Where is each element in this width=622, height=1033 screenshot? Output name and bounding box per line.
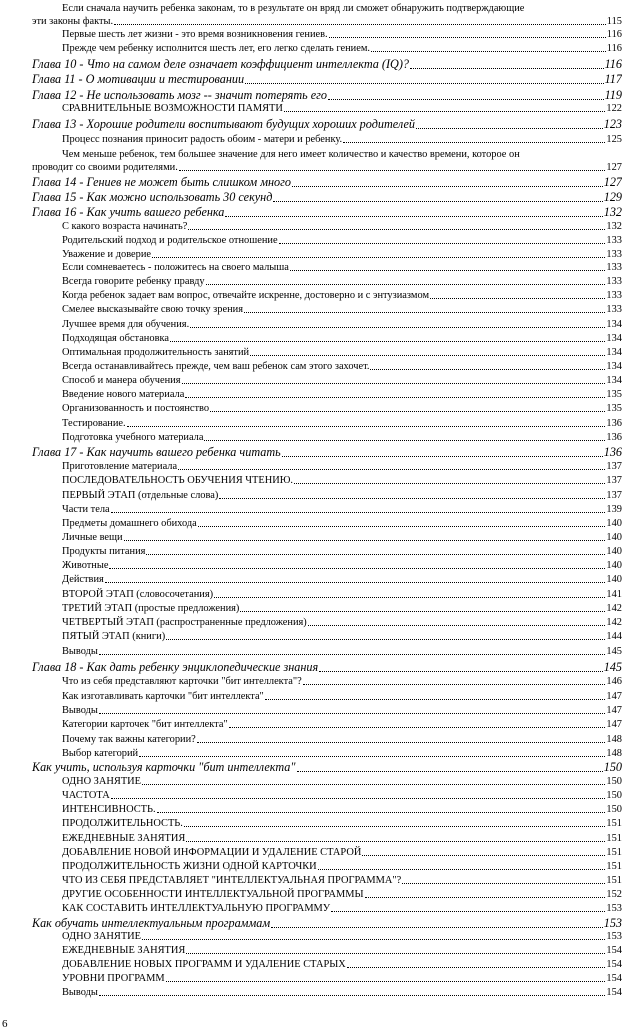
toc-entry-title: Глава 15 - Как можно использовать 30 секунд (32, 190, 273, 204)
toc-entry-page: 129 (603, 190, 622, 204)
toc-entry[interactable] (62, 261, 622, 274)
toc-entry-title: Выводы (62, 705, 98, 716)
dot-leader (370, 368, 605, 370)
toc-entry-title: ТРЕТИЙ ЭТАП (простые предложения) (62, 603, 240, 614)
toc-entry-page: 117 (604, 72, 622, 86)
toc-entry-page: 137 (606, 461, 622, 472)
dot-leader (402, 882, 605, 884)
dot-leader (297, 770, 603, 772)
toc-entry-title: Глава 13 - Хорошие родители воспитывают будущих хороших родителей (32, 117, 415, 131)
toc-entry-page: 152 (606, 889, 622, 900)
toc-entry-page: 136 (606, 432, 622, 443)
toc-chapter[interactable] (32, 445, 622, 460)
toc-entry-title: ЧТО ИЗ СЕБЯ ПРЕДСТАВЛЯЕТ "ИНТЕЛЛЕКТУАЛЬНАЯ ПРОГРАММА"? (62, 875, 402, 886)
dot-leader (204, 439, 605, 441)
dot-leader (178, 468, 605, 470)
toc-entry-page: 150 (606, 790, 622, 801)
toc-entry[interactable] (62, 630, 622, 643)
toc-entry-page: 136 (606, 418, 622, 429)
dot-leader (99, 712, 605, 714)
dot-leader (166, 980, 606, 982)
toc-entry-title: ПРОДОЛЖИТЕЛЬНОСТЬ ЖИЗНИ ОДНОЙ КАРТОЧКИ (62, 861, 317, 872)
toc-entry[interactable] (62, 234, 622, 247)
toc-entry-page: 137 (606, 490, 622, 501)
toc-entry-title: эти законы факты. (32, 16, 114, 27)
dot-leader (105, 581, 606, 583)
toc-entry-title: ПОСЛЕДОВАТЕЛЬНОСТЬ ОБУЧЕНИЯ ЧТЕНИЮ. (62, 475, 294, 486)
dot-leader (170, 340, 605, 342)
toc-entry[interactable] (62, 972, 622, 985)
toc-entry[interactable] (62, 775, 622, 788)
toc-entry-title: Выводы (62, 646, 98, 657)
toc-entry-title: ДОБАВЛЕНИЕ НОВЫХ ПРОГРАММ И УДАЛЕНИЕ СТАРЫХ (62, 959, 346, 970)
toc-entry-page: 154 (606, 945, 622, 956)
toc-entry-page: 142 (606, 617, 622, 628)
toc-chapter[interactable] (32, 916, 622, 931)
toc-entry-page: 134 (606, 375, 622, 386)
toc-entry-page: 116 (606, 43, 622, 54)
dot-leader (179, 169, 606, 171)
dot-leader (365, 896, 606, 898)
dot-leader (362, 854, 605, 856)
toc-entry-title: Глава 16 - Как учить вашего ребенка (32, 205, 225, 219)
toc-entry[interactable] (62, 616, 622, 629)
dot-leader (206, 283, 606, 285)
toc-entry-page: 140 (606, 518, 622, 529)
toc-entry-page: 140 (606, 532, 622, 543)
toc-entry-page: 150 (606, 804, 622, 815)
dot-leader (152, 256, 605, 258)
toc-entry-page: 132 (603, 205, 622, 219)
toc-entry-title: ПЕРВЫЙ ЭТАП (отдельные слова) (62, 490, 219, 501)
toc-entry[interactable] (62, 832, 622, 845)
toc-chapter[interactable] (32, 660, 622, 675)
toc-entry[interactable] (62, 559, 622, 572)
toc-entry-title: Тестирование. (62, 418, 126, 429)
toc-entry[interactable] (32, 161, 622, 174)
toc-entry-title: Первые шесть лет жизни - это время возникновения гениев. (62, 29, 328, 40)
toc-entry[interactable] (62, 402, 622, 415)
dot-leader (245, 82, 604, 84)
toc-entry-page: 153 (606, 903, 622, 914)
toc-entry[interactable] (62, 675, 622, 688)
dot-leader (182, 382, 606, 384)
toc-entry-title: С какого возраста начинать? (62, 221, 188, 232)
toc-entry-title: Если сомневаетесь - положитесь на своего малыша (62, 262, 289, 273)
toc-entry-title: ПРОДОЛЖИТЕЛЬНОСТЬ. (62, 818, 183, 829)
dot-leader (127, 425, 606, 427)
dot-leader (229, 726, 606, 728)
toc-entry[interactable] (62, 817, 622, 830)
toc-entry-title: Предметы домашнего обихода (62, 518, 197, 529)
dot-leader (240, 610, 605, 612)
toc-entry-title: ВТОРОЙ ЭТАП (словосочетания) (62, 589, 214, 600)
toc-entry[interactable] (62, 888, 622, 901)
toc-entry[interactable] (62, 303, 622, 316)
toc-entry[interactable] (62, 42, 622, 55)
toc-entry-title: Родительский подход и родительское отношение (62, 235, 278, 246)
toc-entry-title: Подходящая обстановка (62, 333, 169, 344)
toc-entry-page: 134 (606, 319, 622, 330)
toc-entry-title: Введение нового материала (62, 389, 185, 400)
dot-leader (185, 396, 605, 398)
toc-entry-title: Глава 12 - Не использовать мозг -- значит потерять его (32, 88, 327, 102)
toc-entry-title: Глава 17 - Как научить вашего ребенка читать (32, 445, 281, 459)
toc-entry-page: 127 (603, 175, 622, 189)
toc-entry-title: ИНТЕНСИВНОСТЬ. (62, 804, 156, 815)
dot-leader (114, 23, 606, 25)
dot-leader (273, 200, 602, 202)
toc-entry-title: Когда ребенок задает вам вопрос, отвечайте искренне, достоверно и с энтузиазмом (62, 290, 430, 301)
toc-entry[interactable] (62, 248, 622, 261)
toc-entry[interactable] (62, 374, 622, 387)
dot-leader (250, 354, 605, 356)
toc-entry[interactable] (32, 15, 622, 28)
toc-entry-title: Процесс познания приносит радость обоим - матери и ребенку. (62, 134, 343, 145)
toc-entry[interactable] (62, 602, 622, 615)
toc-entry-title: ЕЖЕДНЕВНЫЕ ЗАНЯТИЯ (62, 833, 186, 844)
toc-entry-title: Глава 18 - Как дать ребенку энциклопедические знания (32, 660, 319, 674)
toc-entry[interactable] (62, 944, 622, 957)
dot-leader (142, 938, 605, 940)
toc-entry[interactable] (62, 360, 622, 373)
toc-entry-page: 142 (606, 603, 622, 614)
toc-entry-title: ОДНО ЗАНЯТИЕ (62, 776, 142, 787)
toc-entry[interactable] (62, 388, 622, 401)
dot-leader (282, 455, 603, 457)
toc-entry-title: ОДНО ЗАНЯТИЕ (62, 931, 142, 942)
dot-leader (111, 511, 606, 513)
toc-entry-page: 137 (606, 475, 622, 486)
dot-leader (184, 825, 606, 827)
toc-wrapped-line: Если сначала научить ребенка законам, то в результате он вряд ли сможет обнаружить подтверждающие (62, 3, 525, 14)
toc-entry[interactable] (62, 860, 622, 873)
toc-entry[interactable] (62, 417, 622, 430)
toc-entry-page: 140 (606, 574, 622, 585)
toc-entry-page: 140 (606, 560, 622, 571)
toc-entry[interactable] (62, 803, 622, 816)
toc-entry-page: 147 (606, 719, 622, 730)
toc-entry-page: 140 (606, 546, 622, 557)
toc-entry[interactable] (62, 718, 622, 731)
toc-entry-page: 136 (603, 445, 622, 459)
toc-entry[interactable] (62, 545, 622, 558)
toc-entry[interactable] (62, 474, 622, 487)
toc-entry-title: Как изготавливать карточки "бит интеллекта" (62, 691, 264, 702)
toc-entry-title: ЕЖЕДНЕВНЫЕ ЗАНЯТИЯ (62, 945, 186, 956)
toc-entry[interactable] (62, 930, 622, 943)
toc-entry-page: 133 (606, 262, 622, 273)
toc-entry[interactable] (62, 460, 622, 473)
toc-entry-title: Организованность и постоянство (62, 403, 210, 414)
toc-entry[interactable] (62, 133, 622, 146)
dot-leader (292, 185, 603, 187)
toc-entry-page: 153 (606, 931, 622, 942)
toc-entry-title: УРОВНИ ПРОГРАММ (62, 973, 165, 984)
dot-leader (157, 811, 606, 813)
toc-entry-page: 135 (606, 403, 622, 414)
toc-entry-page: 125 (606, 134, 622, 145)
dot-leader (347, 966, 606, 968)
page-number: 6 (2, 1018, 8, 1030)
toc-entry-page: 141 (606, 589, 622, 600)
toc-chapter[interactable] (32, 190, 622, 205)
toc-entry-title: Продукты питания (62, 546, 146, 557)
toc-entry[interactable] (62, 531, 622, 544)
toc-entry[interactable] (62, 704, 622, 717)
toc-chapter[interactable] (32, 175, 622, 190)
toc-entry-page: 151 (606, 861, 622, 872)
toc-entry-page: 148 (606, 734, 622, 745)
toc-entry-page: 122 (606, 103, 622, 114)
dot-leader (265, 698, 606, 700)
dot-leader (343, 141, 605, 143)
toc-entry-page: 133 (606, 276, 622, 287)
dot-leader (219, 497, 605, 499)
toc-entry-page: 135 (606, 389, 622, 400)
toc-entry-title: КАК СОСТАВИТЬ ИНТЕЛЛЕКТУАЛЬНУЮ ПРОГРАММУ (62, 903, 331, 914)
toc-entry-page: 150 (603, 760, 622, 774)
toc-entry-page: 145 (603, 660, 622, 674)
dot-leader (284, 110, 606, 112)
dot-leader (142, 783, 605, 785)
toc-entry-title: проводит со своими родителями. (32, 162, 178, 173)
dot-leader (186, 840, 605, 842)
toc-entry[interactable] (62, 275, 622, 288)
toc-entry[interactable] (62, 874, 622, 887)
toc-entry-page: 150 (606, 776, 622, 787)
toc-entry-page: 154 (606, 987, 622, 998)
dot-leader (430, 297, 605, 299)
toc-entry[interactable] (62, 747, 622, 760)
toc-entry-title: Категории карточек "бит интеллекта" (62, 719, 228, 730)
toc-chapter[interactable] (32, 72, 622, 87)
toc-chapter[interactable] (32, 117, 622, 132)
toc-entry-page: 151 (606, 847, 622, 858)
dot-leader (244, 311, 605, 313)
toc-entry-title: Приготовление материала (62, 461, 178, 472)
toc-chapter[interactable] (32, 205, 622, 220)
toc-entry-page: 134 (606, 333, 622, 344)
toc-entry-page: 154 (606, 973, 622, 984)
toc-entry[interactable] (62, 318, 622, 331)
dot-leader (124, 539, 606, 541)
toc-entry-title: Смелее высказывайте свою точку зрения (62, 304, 243, 315)
toc-wrapped-line: Чем меньше ребенок, тем большее значение для него имеет количество и качество времени, которое он (62, 149, 520, 160)
dot-leader (331, 910, 605, 912)
toc-entry[interactable] (62, 431, 622, 444)
toc-entry-title: Части тела (62, 504, 110, 515)
toc-entry-page: 134 (606, 347, 622, 358)
toc-entry-title: Выбор категорий (62, 748, 139, 759)
toc-entry-page: 151 (606, 818, 622, 829)
toc-entry-title: Как учить, используя карточки "бит интеллекта" (32, 760, 296, 774)
toc-entry-title: Всегда говорите ребенку правду (62, 276, 205, 287)
dot-leader (146, 553, 605, 555)
toc-entry[interactable] (62, 573, 622, 586)
toc-entry[interactable] (62, 28, 622, 41)
toc-entry-title: Глава 11 - О мотивации и тестировании (32, 72, 245, 86)
toc-entry-page: 144 (606, 631, 622, 642)
toc-entry-title: ЧЕТВЕРТЫЙ ЭТАП (распространенные предложения) (62, 617, 307, 628)
toc-entry-title: Животные (62, 560, 109, 571)
toc-entry-title: Всегда останавливайтесь прежде, чем ваш ребенок сам этого захочет. (62, 361, 370, 372)
toc-entry-page: 145 (606, 646, 622, 657)
toc-entry[interactable] (62, 517, 622, 530)
toc-entry-page: 133 (606, 235, 622, 246)
toc-entry-page: 148 (606, 748, 622, 759)
toc-entry-page: 133 (606, 249, 622, 260)
toc-entry[interactable] (62, 332, 622, 345)
dot-leader (99, 994, 605, 996)
toc-entry[interactable] (62, 902, 622, 915)
toc-entry-page: 151 (606, 833, 622, 844)
toc-entry-title: ПЯТЫЙ ЭТАП (книги) (62, 631, 166, 642)
toc-entry-title: Оптимальная продолжительность занятий (62, 347, 250, 358)
toc-entry-title: ДРУГИЕ ОСОБЕННОСТИ ИНТЕЛЛЕКТУАЛЬНОЙ ПРОГРАММЫ (62, 889, 364, 900)
dot-leader (214, 596, 605, 598)
dot-leader (303, 683, 606, 685)
toc-entry-page: 116 (606, 29, 622, 40)
toc-entry[interactable] (62, 346, 622, 359)
toc-entry-page: 154 (606, 959, 622, 970)
dot-leader (109, 567, 605, 569)
dot-leader (210, 410, 605, 412)
toc-entry[interactable] (62, 733, 622, 746)
toc-entry-page: 115 (606, 16, 622, 27)
toc-entry-title: Как обучать интеллектуальным программам (32, 916, 271, 930)
toc-entry-page: 133 (606, 304, 622, 315)
toc-entry-page: 123 (603, 117, 622, 131)
toc-entry-title: Уважение и доверие (62, 249, 152, 260)
toc-entry[interactable] (62, 503, 622, 516)
toc-entry-page: 153 (603, 916, 622, 930)
dot-leader (186, 952, 605, 954)
toc-entry-title: Глава 10 - Что на самом деле означает коэффициент интеллекта (IQ)? (32, 57, 410, 71)
dot-leader (279, 242, 606, 244)
toc-entry-title: Почему так важны категории? (62, 734, 196, 745)
toc-entry[interactable] (62, 846, 622, 859)
dot-leader (294, 482, 605, 484)
toc-chapter[interactable] (32, 88, 622, 103)
dot-leader (290, 269, 606, 271)
toc-chapter[interactable] (32, 57, 622, 72)
dot-leader (416, 127, 603, 129)
toc-entry-page: 116 (604, 57, 622, 71)
toc-entry-page: 133 (606, 290, 622, 301)
toc-entry-page: 119 (604, 88, 622, 102)
toc-entry-title: Прежде чем ребенку исполнится шесть лет, его легко сделать гением. (62, 43, 371, 54)
toc-entry-title: Подготовка учебного материала (62, 432, 204, 443)
dot-leader (271, 926, 603, 928)
toc-entry[interactable] (62, 958, 622, 971)
toc-entry[interactable] (62, 789, 622, 802)
toc-entry-page: 147 (606, 691, 622, 702)
dot-leader (329, 36, 606, 38)
dot-leader (410, 67, 604, 69)
dot-leader (139, 755, 605, 757)
toc-entry-page: 134 (606, 361, 622, 372)
dot-leader (225, 215, 602, 217)
dot-leader (111, 797, 606, 799)
toc-entry-title: СРАВНИТЕЛЬНЫЕ ВОЗМОЖНОСТИ ПАМЯТИ (62, 103, 283, 114)
toc-entry[interactable] (62, 986, 622, 999)
dot-leader (197, 741, 606, 743)
toc-entry-title: Лучшее время для обучения. (62, 319, 190, 330)
toc-entry-page: 139 (606, 504, 622, 515)
toc-entry-page: 132 (606, 221, 622, 232)
dot-leader (99, 653, 605, 655)
toc-entry-title: Что из себя представляют карточки "бит интеллекта"? (62, 676, 302, 687)
dot-leader (371, 50, 606, 52)
toc-entry[interactable] (62, 289, 622, 302)
toc-entry[interactable] (62, 690, 622, 703)
toc-entry[interactable] (62, 102, 622, 115)
dot-leader (308, 624, 606, 626)
dot-leader (166, 638, 605, 640)
toc-entry-title: Действия (62, 574, 104, 585)
dot-leader (198, 525, 606, 527)
toc-entry-title: ЧАСТОТА (62, 790, 110, 801)
toc-entry[interactable] (62, 588, 622, 601)
dot-leader (328, 98, 604, 100)
dot-leader (190, 326, 605, 328)
dot-leader (319, 670, 603, 672)
toc-chapter[interactable] (32, 760, 622, 775)
dot-leader (318, 868, 606, 870)
toc-entry-title: Личные вещи (62, 532, 123, 543)
toc-entry-title: Выводы (62, 987, 98, 998)
toc-entry-title: Способ и манера обучения (62, 375, 181, 386)
toc-entry-title: Глава 14 - Гениев не может быть слишком много (32, 175, 291, 189)
toc-entry-page: 151 (606, 875, 622, 886)
toc-entry-title: ДОБАВЛЕНИЕ НОВОЙ ИНФОРМАЦИИ И УДАЛЕНИЕ СТАРОЙ (62, 847, 362, 858)
dot-leader (188, 228, 605, 230)
toc-entry[interactable] (62, 489, 622, 502)
toc-entry[interactable] (62, 645, 622, 658)
toc-entry-page: 147 (606, 705, 622, 716)
toc-entry-page: 146 (606, 676, 622, 687)
toc-entry-page: 127 (606, 162, 622, 173)
toc-entry[interactable] (62, 220, 622, 233)
